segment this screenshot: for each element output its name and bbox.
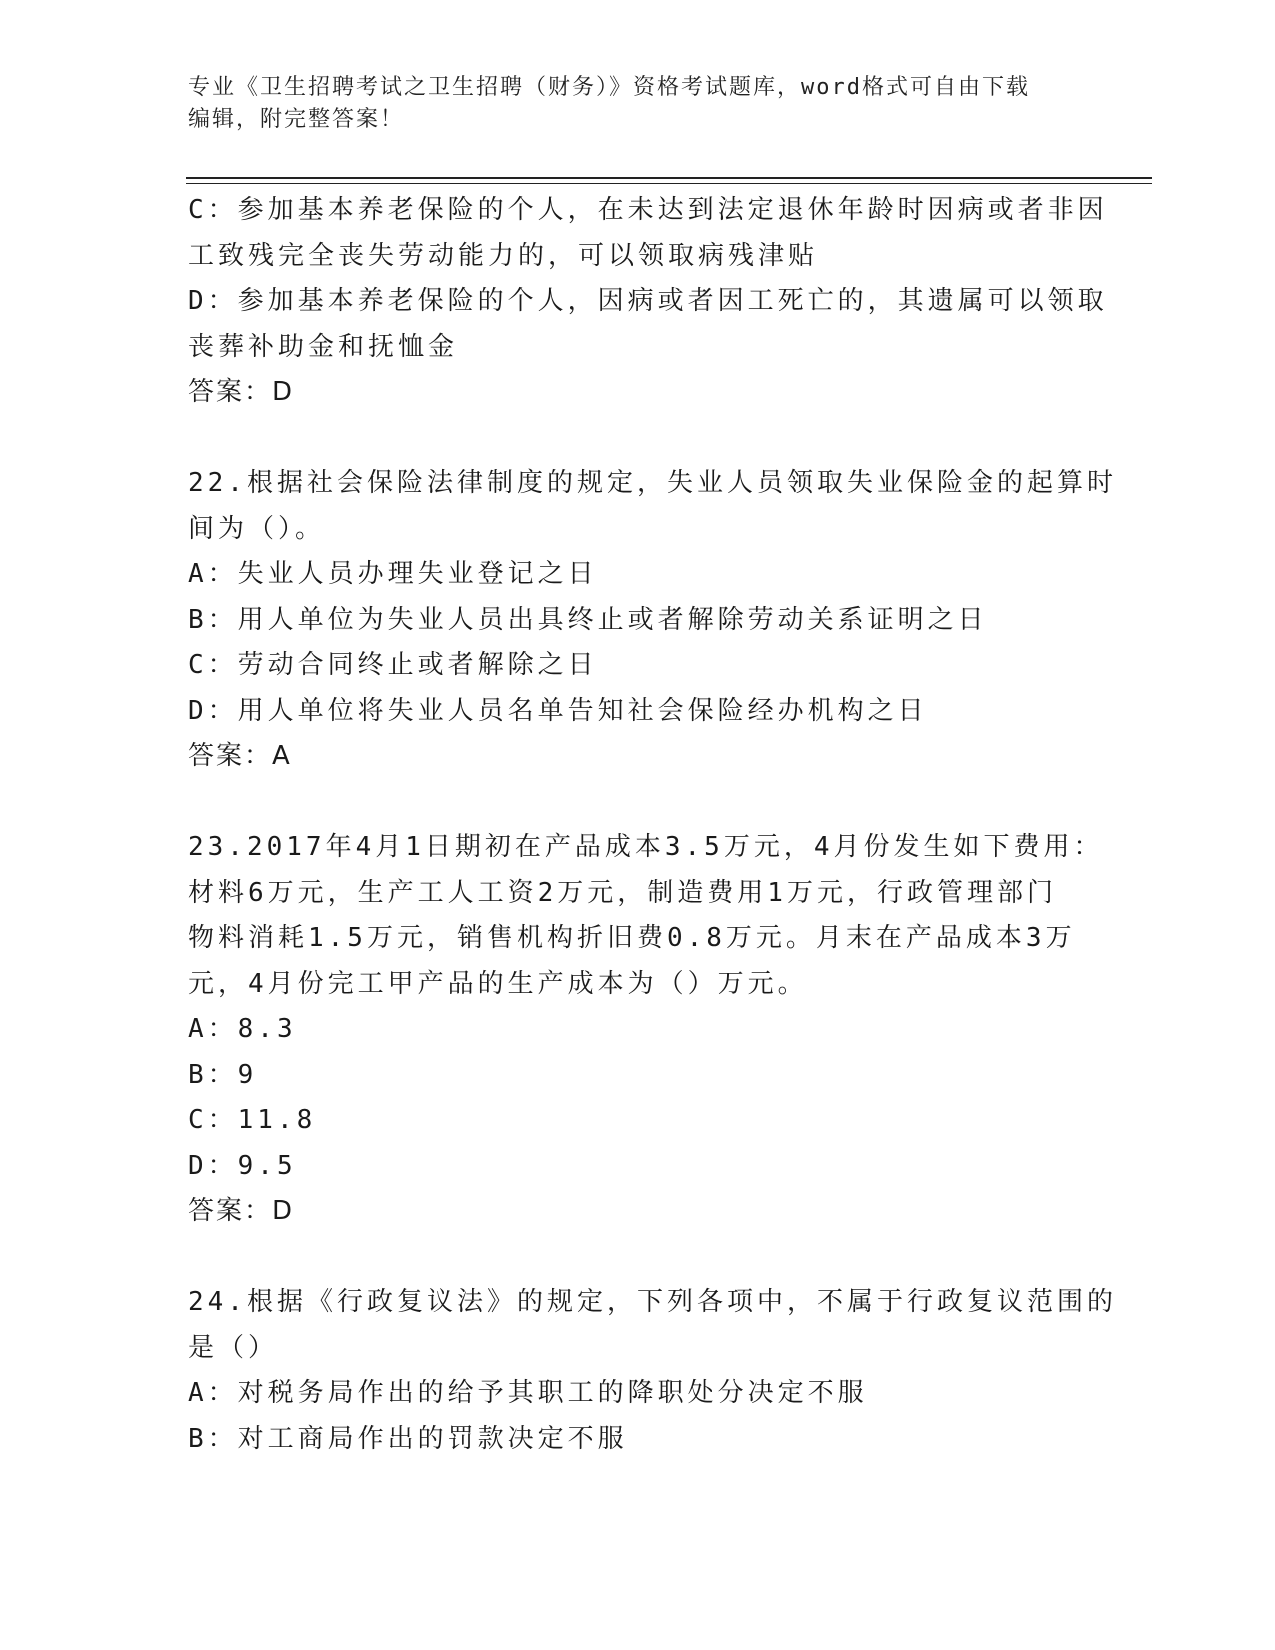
- q21-option-c-line2: 工致残完全丧失劳动能力的，可以领取病残津贴: [188, 240, 819, 271]
- q22-stem-line1: 22.根据社会保险法律制度的规定，失业人员领取失业保险金的起算时: [188, 468, 1117, 498]
- spacer: [188, 416, 1088, 462]
- q23-stem-line2: 材料6万元，生产工人工资2万元，制造费用1万元，行政管理部门: [188, 877, 1057, 908]
- q21-option-d-line2: 丧葬补助金和抚恤金: [188, 331, 459, 362]
- q24-stem-line2: 是（）: [188, 1332, 279, 1363]
- q23-stem-line4: 元，4月份完工甲产品的生产成本为（）万元。: [188, 968, 808, 999]
- question-21-block: [188, 188, 1108, 416]
- q23-option-c: C：11.8: [188, 1105, 317, 1135]
- header-divider-thick: [186, 177, 1152, 179]
- q22-option-d: D：用人单位将失业人员名单告知社会保险经办机构之日: [188, 695, 928, 726]
- question-content: [188, 188, 1117, 1462]
- q22-option-b: B：用人单位为失业人员出具终止或者解除劳动关系证明之日: [188, 604, 988, 635]
- q23-option-d: D：9.5: [188, 1150, 297, 1181]
- q24-option-b: B：对工商局作出的罚款决定不服: [188, 1423, 628, 1454]
- header-divider-thin: [186, 183, 1152, 184]
- q22-option-a: A：失业人员办理失业登记之日: [188, 559, 598, 589]
- q24-stem-line1: 24.根据《行政复议法》的规定，下列各项中，不属于行政复议范围的: [188, 1287, 1117, 1317]
- q23-stem-line3: 物料消耗1.5万元，销售机构折旧费0.8万元。月末在产品成本3万: [188, 923, 1076, 953]
- header-title-line1: 专业《卫生招聘考试之卫生招聘（财务）》资格考试题库，word格式可自由下载: [188, 75, 1030, 100]
- question-22-block: [188, 461, 1117, 780]
- question-24-block: [188, 1280, 1117, 1462]
- q22-stem-line2: 间为（）。: [188, 513, 326, 544]
- document-header: [188, 72, 1088, 136]
- q21-option-c-line1: C：参加基本养老保险的个人，在未达到法定退休年龄时因病或者非因: [188, 195, 1108, 225]
- q21-option-d-line1: D：参加基本养老保险的个人，因病或者因工死亡的，其遗属可以领取: [188, 286, 1108, 316]
- spacer: [188, 780, 1088, 826]
- header-title-line2: 编辑，附完整答案！: [188, 107, 405, 132]
- q23-answer: 答案：D: [188, 1196, 295, 1226]
- q23-stem-line1: 23.2017年4月1日期初在产品成本3.5万元，4月份发生如下费用：: [188, 832, 1104, 862]
- q23-option-a: A：8.3: [188, 1014, 297, 1044]
- q24-option-a: A：对税务局作出的给予其职工的降职处分决定不服: [188, 1378, 868, 1408]
- q22-option-c: C：劳动合同终止或者解除之日: [188, 650, 598, 680]
- q22-answer: 答案：A: [188, 741, 292, 771]
- spacer: [188, 1235, 1088, 1281]
- q23-option-b: B：9: [188, 1059, 258, 1090]
- question-23-block: [188, 825, 1104, 1235]
- q21-answer: 答案：D: [188, 377, 295, 407]
